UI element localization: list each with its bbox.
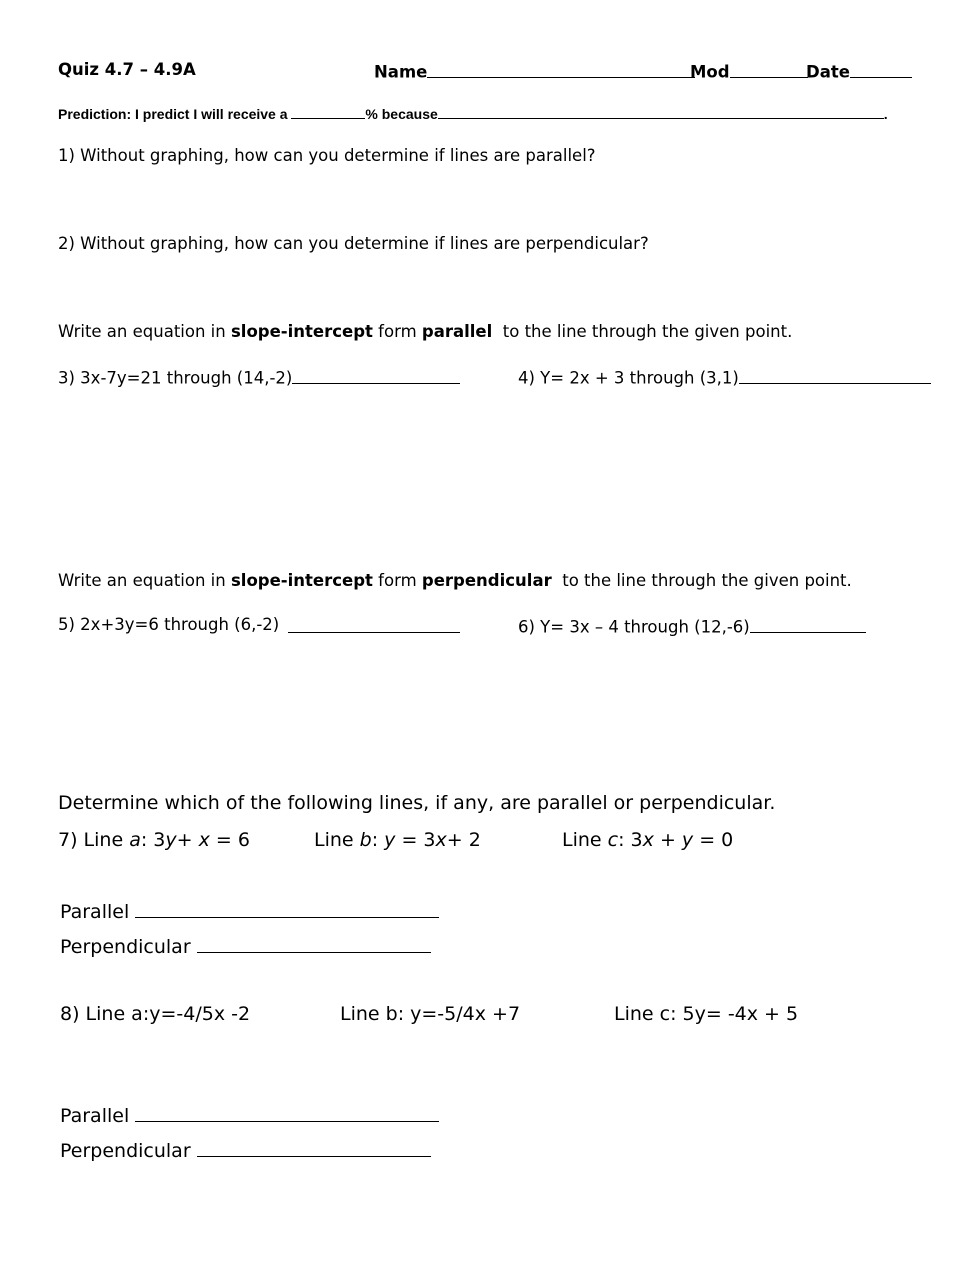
instruction-mid: form [378, 571, 417, 590]
question-4-answer-blank[interactable] [739, 366, 931, 384]
question-8-line-c: Line c: 5y= -4x + 5 [614, 1003, 799, 1025]
question-7-perpendicular-blank[interactable] [197, 933, 431, 953]
question-6 [518, 615, 866, 637]
prediction-line [58, 104, 888, 122]
question-7-line-a: 7) Line a: 3y+ x = 6 [58, 829, 250, 851]
question-8-perpendicular-blank[interactable] [197, 1137, 431, 1157]
date-field[interactable] [806, 60, 912, 82]
date-label: Date [806, 62, 850, 82]
question-7-parallel-blank[interactable] [135, 898, 439, 918]
question-7-parallel [60, 898, 439, 923]
question-3 [58, 366, 460, 388]
mod-field[interactable] [690, 60, 808, 82]
perpendicular-label: Perpendicular [60, 1140, 191, 1162]
perpendicular-label: Perpendicular [60, 936, 191, 958]
question-8-perpendicular [60, 1137, 431, 1162]
date-blank[interactable] [850, 60, 912, 78]
prediction-end: . [883, 106, 888, 122]
instruction-pre: Write an equation in [58, 322, 226, 341]
question-5-text: 5) 2x+3y=6 through (6,-2) [58, 615, 280, 634]
parallel-label: Parallel [60, 1105, 130, 1127]
name-field[interactable] [374, 60, 695, 82]
question-7-line-c: Line c: 3x + y = 0 [562, 829, 734, 851]
question-8-line-a: 8) Line a:y=-4/5x -2 [60, 1003, 251, 1025]
name-label: Name [374, 62, 428, 82]
reason-blank[interactable] [438, 104, 884, 119]
question-8-parallel [60, 1102, 439, 1127]
section-parallel-instructions [58, 322, 792, 341]
question-3-text: 3) 3x-7y=21 through (14,-2) [58, 368, 293, 388]
parallel-label: Parallel [60, 901, 130, 923]
question-7-perpendicular [60, 933, 431, 958]
prediction-percent: % because [365, 106, 438, 122]
question-8-parallel-blank[interactable] [135, 1102, 439, 1122]
instruction-post: to the line through the given point. [562, 571, 852, 590]
instruction-post: to the line through the given point. [502, 322, 793, 341]
section-perpendicular-instructions [58, 571, 852, 590]
question-6-text: 6) Y= 3x – 4 through (12,-6) [518, 617, 750, 637]
instruction-form: slope-intercept [230, 322, 373, 341]
percent-blank[interactable] [291, 104, 365, 119]
mod-label: Mod [690, 62, 730, 82]
instruction-pre: Write an equation in [58, 571, 226, 590]
instruction-mid: form [378, 322, 417, 341]
question-7-line-b: Line b: y = 3x+ 2 [314, 829, 481, 851]
mod-blank[interactable] [730, 60, 808, 78]
name-blank[interactable] [427, 60, 695, 78]
question-6-answer-blank[interactable] [750, 615, 866, 633]
question-4-text: 4) Y= 2x + 3 through (3,1) [518, 368, 739, 388]
question-2: 2) Without graphing, how can you determine if lines are perpendicular? [58, 234, 649, 253]
question-3-answer-blank[interactable] [292, 366, 460, 384]
quiz-title: Quiz 4.7 – 4.9A [58, 60, 196, 79]
determine-instructions: Determine which of the following lines, if any, are parallel or perpendicular. [58, 792, 776, 814]
instruction-kind: parallel [421, 322, 493, 341]
prediction-lead: Prediction: I predict I will receive a [58, 106, 288, 122]
instruction-form: slope-intercept [230, 571, 373, 590]
question-5-answer-blank[interactable] [288, 615, 460, 637]
question-4 [518, 366, 931, 388]
instruction-kind: perpendicular [421, 571, 552, 590]
question-5 [58, 615, 279, 634]
question-8-line-b: Line b: y=-5/4x +7 [340, 1003, 521, 1025]
question-1: 1) Without graphing, how can you determine if lines are parallel? [58, 146, 596, 165]
